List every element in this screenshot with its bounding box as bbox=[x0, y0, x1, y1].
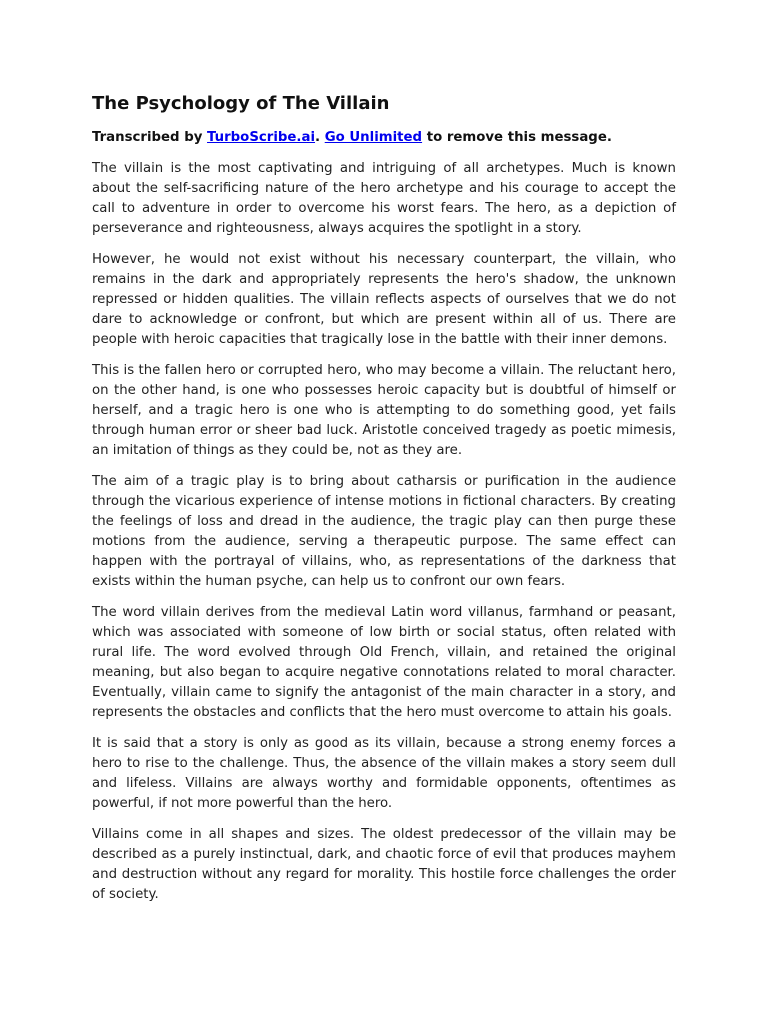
notice-prefix: Transcribed by bbox=[92, 130, 208, 145]
notice-suffix: to remove this message. bbox=[422, 130, 612, 145]
paragraph: This is the fallen hero or corrupted hero, who may become a villain. The reluctant hero, on the other hand, is one who possesses heroic capacity but is doubtful of himself or herself, and a tragic hero is one who is attempting to do something good, yet fails through human error or sheer bad luck. Aristotle conceived tragedy as poetic mimesis, an imitation of things as they could be, not as they are. bbox=[92, 363, 676, 458]
turboscribe-link[interactable]: TurboScribe.ai bbox=[207, 130, 316, 145]
notice-separator: . bbox=[315, 130, 325, 145]
paragraph: It is said that a story is only as good as its villain, because a strong enemy forces a hero to rise to the challenge. Thus, the absence of the villain makes a story seem dull and lifeless. Villains are always worthy and formidable opponents, oftentimes as powerful, if not more powerful than the hero. bbox=[92, 736, 676, 811]
transcription-notice bbox=[92, 128, 676, 148]
paragraph: The aim of a tragic play is to bring about catharsis or purification in the audience through the vicarious experience of intense motions in fictional characters. By creating the feelings of loss and dread in the audience, the tragic play can then purge these motions from the audience, serving a therapeutic purpose. The same effect can happen with the portrayal of villains, who, as representations of the darkness that exists within the human psyche, can help us to confront our own fears. bbox=[92, 474, 676, 589]
paragraph: The villain is the most captivating and intriguing of all archetypes. Much is known about the self-sacrificing nature of the hero archetype and his courage to accept the call to adventure in order to overcome his worst fears. The hero, as a depiction of perseverance and righteousness, always acquires the spotlight in a story. bbox=[92, 161, 676, 236]
paragraph: The word villain derives from the medieval Latin word villanus, farmhand or peasant, which was associated with someone of low birth or social status, often related with rural life. The word evolved through Old French, villain, and retained the original meaning, but also began to acquire negative connotations related to moral character. Eventually, villain came to signify the antagonist of the main character in a story, and represents the obstacles and conflicts that the hero must overcome to attain his goals. bbox=[92, 605, 676, 720]
document-title: The Psychology of The Villain bbox=[92, 93, 390, 114]
paragraph: Villains come in all shapes and sizes. The oldest predecessor of the villain may be described as a purely instinctual, dark, and chaotic force of evil that produces mayhem and destruction without any regard for morality. This hostile force challenges the order of society. bbox=[92, 827, 676, 902]
go-unlimited-link[interactable]: Go Unlimited bbox=[324, 130, 423, 145]
paragraph: However, he would not exist without his necessary counterpart, the villain, who remains in the dark and appropriately represents the hero's shadow, the unknown repressed or hidden qualities. The villain reflects aspects of ourselves that we do not dare to acknowledge or confront, but which are present within all of us. There are people with heroic capacities that tragically lose in the battle with their inner demons. bbox=[92, 252, 676, 347]
document-page bbox=[92, 92, 676, 916]
